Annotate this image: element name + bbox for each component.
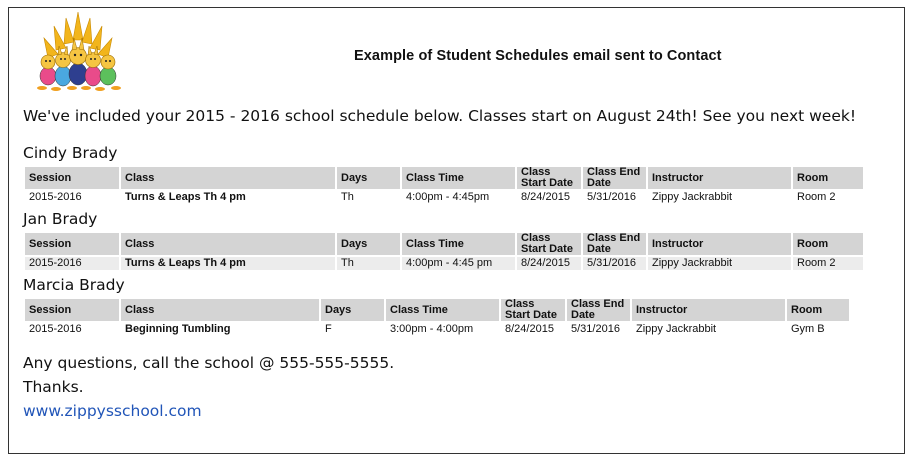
column-header-start-date: Class Start Date [517, 167, 581, 189]
student-name: Cindy Brady [23, 144, 118, 162]
table-header-row [25, 167, 863, 189]
column-header-session: Session [25, 299, 119, 321]
cell-session: 2015-2016 [29, 323, 82, 335]
column-header-end-date: Class End Date [583, 167, 646, 189]
cell-days: F [325, 323, 332, 335]
cell-instructor: Zippy Jackrabbit [636, 323, 717, 335]
schedule-table [23, 165, 865, 206]
email-title: Example of Student Schedules email sent to Contact [354, 48, 722, 64]
column-header-class: Class [121, 299, 319, 321]
column-header-class-time: Class Time [386, 299, 499, 321]
column-header-class: Class [121, 233, 335, 255]
cell-time: 3:00pm - 4:00pm [390, 323, 474, 335]
questions-text: Any questions, call the school @ 555-555-5555. [23, 354, 395, 372]
column-header-class: Class [121, 167, 335, 189]
column-header-days: Days [337, 167, 400, 189]
column-header-instructor: Instructor [632, 299, 785, 321]
column-header-room: Room [793, 233, 863, 255]
table-row [25, 323, 849, 336]
column-header-instructor: Instructor [648, 167, 791, 189]
column-header-end-date: Class End Date [583, 233, 646, 255]
column-header-class-time: Class Time [402, 233, 515, 255]
website-link[interactable]: www.zippysschool.com [23, 402, 202, 420]
cell-room: Room 2 [797, 191, 836, 203]
schedule-table [23, 231, 865, 272]
cell-time: 4:00pm - 4:45 pm [402, 257, 515, 270]
cell-end-date: 5/31/2016 [583, 257, 646, 270]
column-header-room: Room [793, 167, 863, 189]
cell-class: Beginning Tumbling [125, 323, 231, 335]
cell-instructor: Zippy Jackrabbit [652, 191, 733, 203]
column-header-session: Session [25, 233, 119, 255]
email-frame [8, 7, 905, 454]
cell-session: 2015-2016 [25, 257, 119, 270]
intro-text: We've included your 2015 - 2016 school schedule below. Classes start on August 24th! See you next week! [23, 107, 857, 125]
student-name: Marcia Brady [23, 276, 125, 294]
cell-time: 4:00pm - 4:45pm [406, 191, 490, 203]
table-row [25, 191, 863, 204]
cell-class: Turns & Leaps Th 4 pm [121, 257, 335, 270]
cell-days: Th [337, 257, 400, 270]
cell-room: Gym B [791, 323, 825, 335]
table-row [25, 257, 863, 270]
column-header-instructor: Instructor [648, 233, 791, 255]
student-name: Jan Brady [23, 210, 98, 228]
cell-end-date: 5/31/2016 [571, 323, 620, 335]
column-header-start-date: Class Start Date [517, 233, 581, 255]
column-header-class-time: Class Time [402, 167, 515, 189]
cell-end-date: 5/31/2016 [587, 191, 636, 203]
school-logo-icon [28, 10, 128, 96]
cell-class: Turns & Leaps Th 4 pm [125, 191, 246, 203]
thanks-text: Thanks. [23, 378, 84, 396]
schedule-table [23, 297, 851, 338]
cell-instructor: Zippy Jackrabbit [648, 257, 791, 270]
table-header-row [25, 233, 863, 255]
cell-session: 2015-2016 [29, 191, 82, 203]
cell-start-date: 8/24/2015 [521, 191, 570, 203]
column-header-room: Room [787, 299, 849, 321]
table-header-row [25, 299, 849, 321]
column-header-session: Session [25, 167, 119, 189]
column-header-days: Days [321, 299, 384, 321]
cell-room: Room 2 [793, 257, 863, 270]
column-header-days: Days [337, 233, 400, 255]
cell-start-date: 8/24/2015 [517, 257, 581, 270]
column-header-end-date: Class End Date [567, 299, 630, 321]
column-header-start-date: Class Start Date [501, 299, 565, 321]
cell-start-date: 8/24/2015 [505, 323, 554, 335]
cell-days: Th [341, 191, 354, 203]
